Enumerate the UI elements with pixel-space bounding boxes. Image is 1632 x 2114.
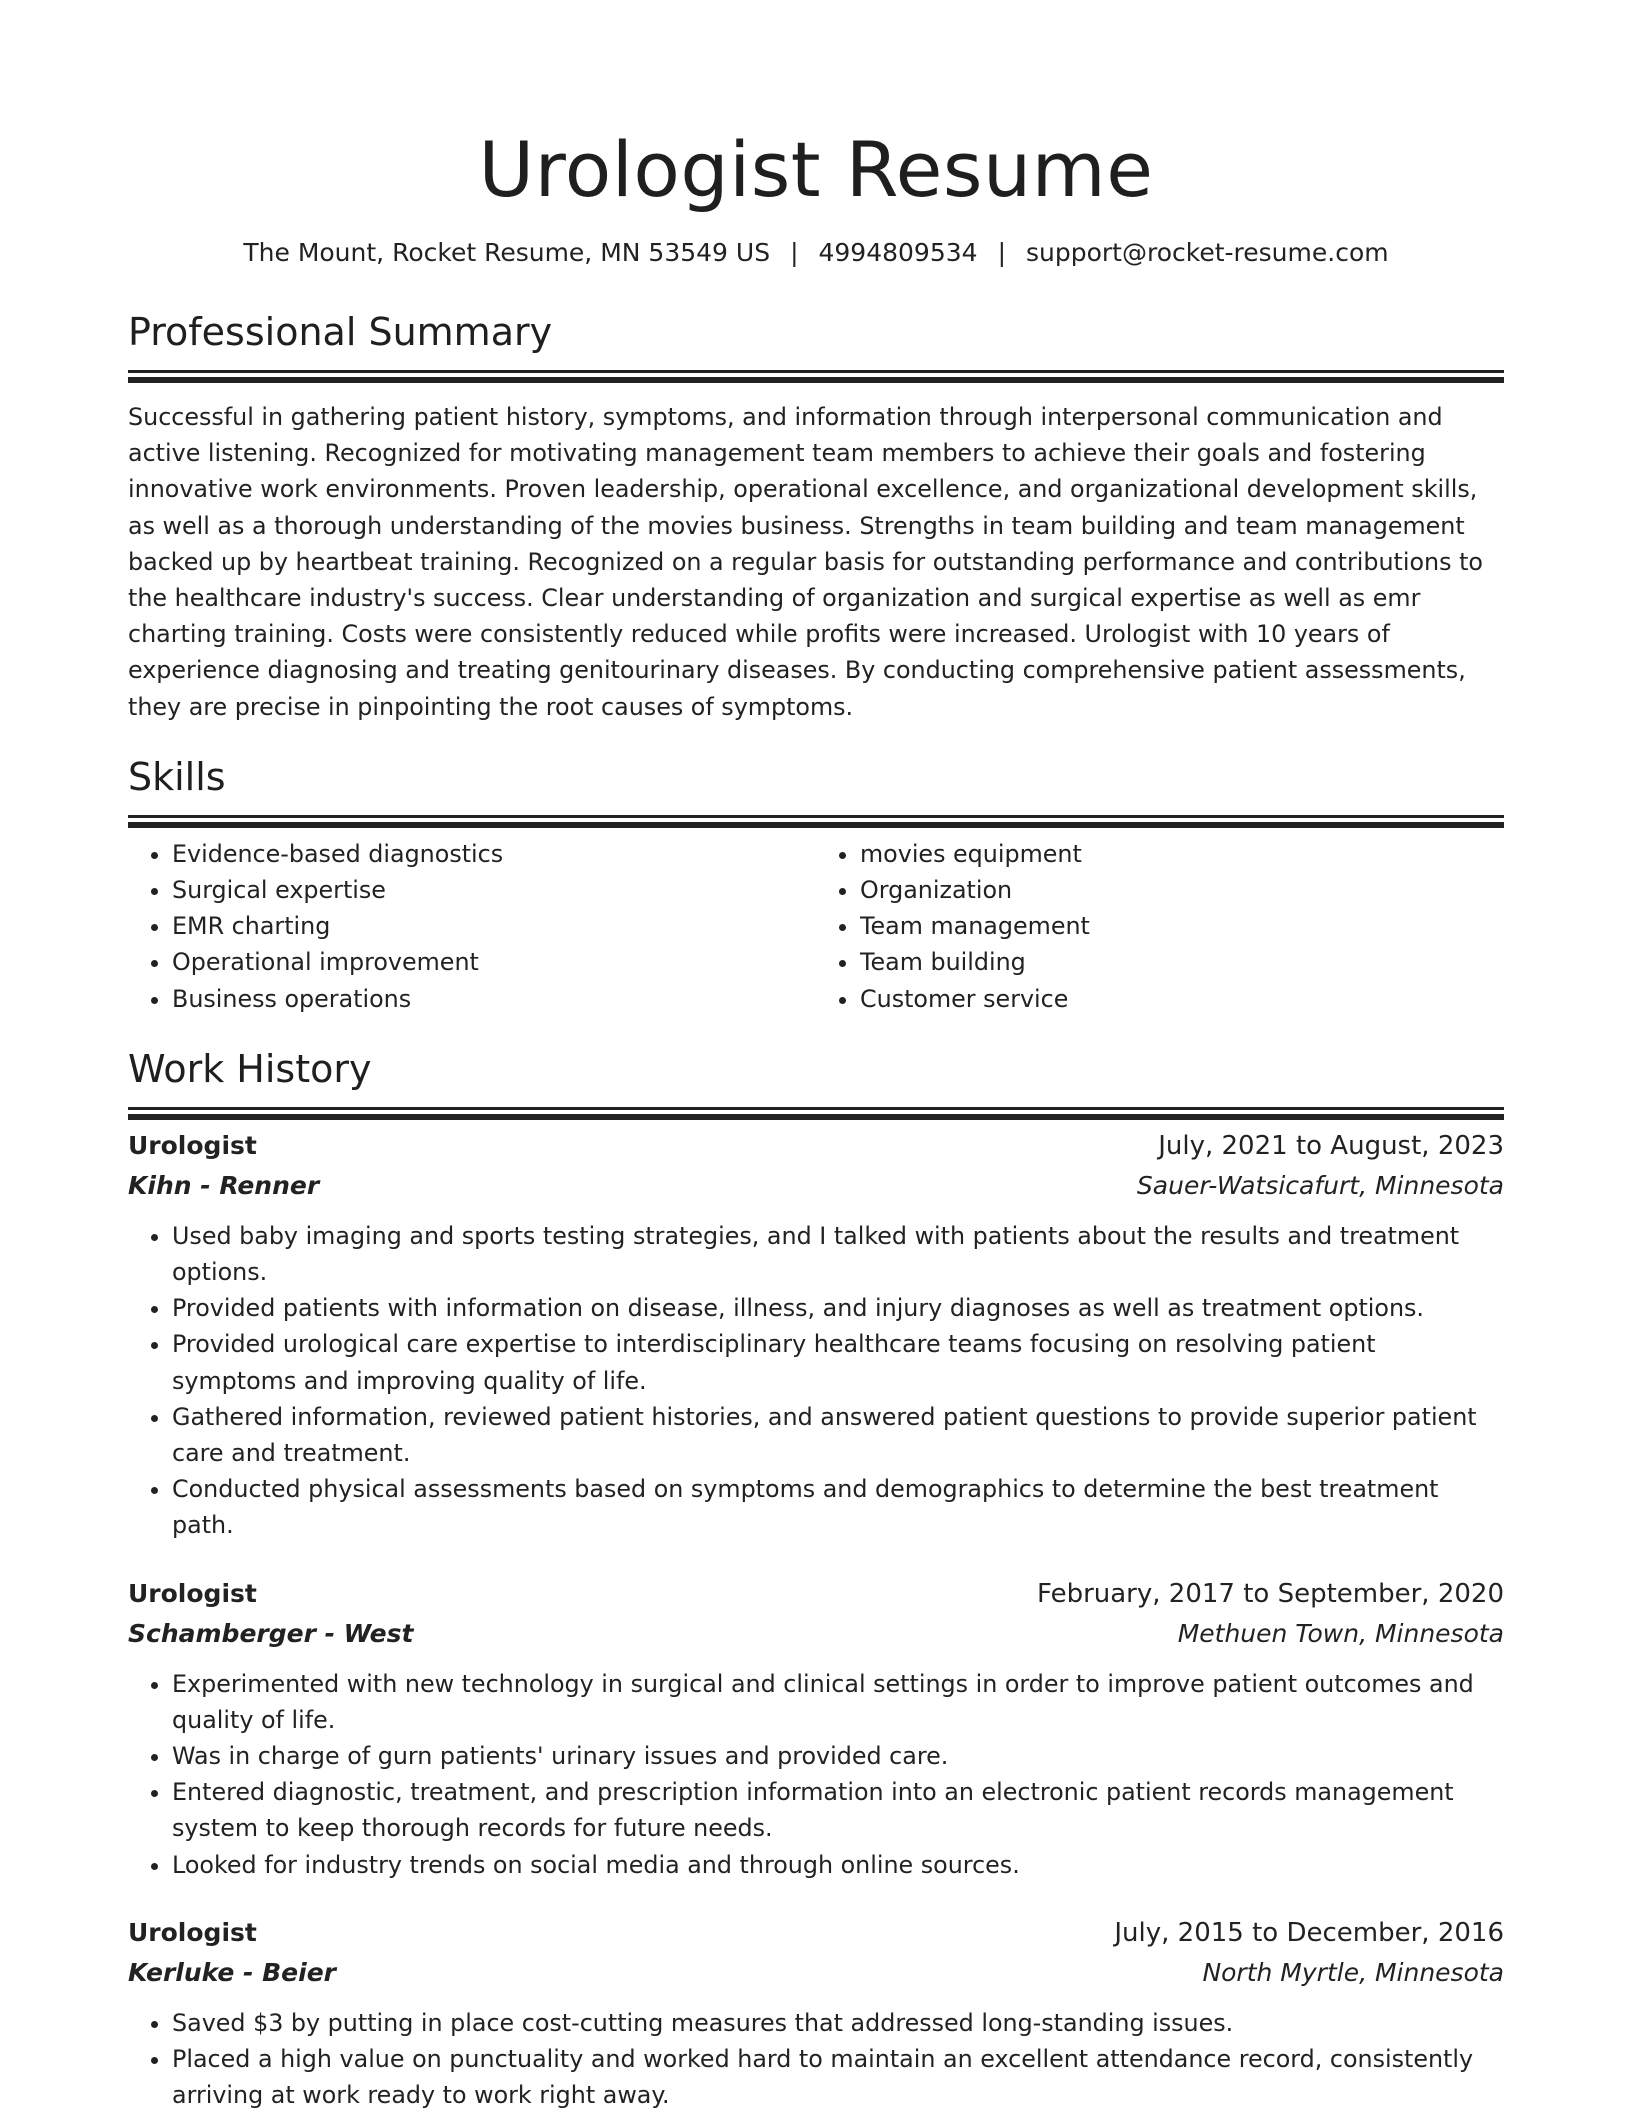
section-heading-work-history: Work History xyxy=(128,1046,372,1091)
job-entry xyxy=(128,1913,1504,2114)
skill-item: • Organization xyxy=(860,872,1504,908)
resume-title: Urologist Resume xyxy=(478,125,1154,214)
job-dates: February, 2017 to September, 2020 xyxy=(1037,1578,1504,1609)
contact-separator: | xyxy=(790,238,799,267)
job-bullet: • Provided patients with information on disease, illness, and injury diagnoses as well as treatment options. xyxy=(172,1290,1504,1326)
job-bullet: • Looked for industry trends on social media and through online sources. xyxy=(172,1847,1504,1883)
section-divider xyxy=(128,370,1504,373)
skill-item: • Evidence-based diagnostics xyxy=(172,836,816,872)
summary-paragraph: Successful in gathering patient history, symptoms, and information through interpersonal communication and active listening. Recognized for motivating management team members to achieve their goals and fostering innovative work environments. Proven leadership, operational excellence, and organizational development skills, as well as a thorough understanding of the movies business. Strengths in team building and team management backed up by heartbeat training. Recognized on a regular basis for outstanding performance and contributions to the healthcare industry's success. Clear understanding of organization and surgical expertise as well as emr charting training. Costs were consistently reduced while profits were increased. Urologist with 10 years of experience diagnosing and treating genitourinary diseases. By conducting comprehensive patient assessments, they are precise in pinpointing the root causes of symptoms. xyxy=(128,403,1483,721)
skill-item: • Surgical expertise xyxy=(172,872,816,908)
job-title: Urologist xyxy=(128,1917,257,1947)
job-bullets xyxy=(128,1218,1504,1544)
job-bullet: • Used baby imaging and sports testing strategies, and I talked with patients about the results and treatment options. xyxy=(172,1218,1504,1290)
contact-separator: | xyxy=(997,238,1006,267)
job-bullet: • Gathered information, reviewed patient histories, and answered patient questions to provide superior patient care and treatment. xyxy=(172,1399,1504,1471)
job-title: Urologist xyxy=(128,1578,257,1608)
job-company-row xyxy=(128,1614,1504,1654)
section-divider xyxy=(128,1107,1504,1110)
skills-list-left xyxy=(128,836,816,1017)
job-bullets xyxy=(128,1666,1504,1883)
job-company: Schamberger - West xyxy=(128,1618,414,1648)
job-location: North Myrtle, Minnesota xyxy=(1202,1957,1504,1987)
job-dates: July, 2015 to December, 2016 xyxy=(1114,1917,1504,1948)
job-entry xyxy=(128,1574,1504,1883)
contact-phone: 4994809534 xyxy=(818,238,978,267)
job-bullet: • Entered diagnostic, treatment, and prescription information into an electronic patient records management system to keep thorough records for future needs. xyxy=(172,1774,1504,1846)
job-bullet: • Saved $3 by putting in place cost-cutting measures that addressed long-standing issues. xyxy=(172,2005,1504,2041)
professional-summary-section xyxy=(128,308,1504,725)
job-company-row xyxy=(128,1166,1504,1206)
job-header-row xyxy=(128,1126,1504,1166)
skill-item: • Team management xyxy=(860,908,1504,944)
skill-item: • Business operations xyxy=(172,981,816,1017)
skill-item: • Team building xyxy=(860,944,1504,980)
contact-address: The Mount, Rocket Resume, MN 53549 US xyxy=(243,238,771,267)
section-divider xyxy=(128,815,1504,818)
job-header-row xyxy=(128,1913,1504,1953)
skills-columns xyxy=(128,836,1504,1017)
skill-item: • Operational improvement xyxy=(172,944,816,980)
job-header-row xyxy=(128,1574,1504,1614)
job-company-row xyxy=(128,1953,1504,1993)
job-bullet: • Was in charge of gurn patients' urinary issues and provided care. xyxy=(172,1738,1504,1774)
skill-item: • movies equipment xyxy=(860,836,1504,872)
contact-email: support@rocket-resume.com xyxy=(1026,238,1389,267)
job-entry xyxy=(128,1126,1504,1544)
job-company: Kerluke - Beier xyxy=(128,1957,336,1987)
section-heading-skills: Skills xyxy=(128,754,226,799)
job-bullet: • Placed a high value on punctuality and worked hard to maintain an excellent attendance record, consistently arriving at work ready to work right away. xyxy=(172,2041,1504,2113)
job-dates: July, 2021 to August, 2023 xyxy=(1158,1130,1504,1161)
skills-list-right xyxy=(816,836,1504,1017)
section-heading-professional-summary: Professional Summary xyxy=(128,310,553,354)
job-location: Methuen Town, Minnesota xyxy=(1177,1618,1504,1648)
work-history-section xyxy=(128,1045,1504,2114)
contact-line xyxy=(128,236,1504,270)
job-title: Urologist xyxy=(128,1130,257,1160)
job-bullet: • Conducted physical assessments based on symptoms and demographics to determine the best treatment path. xyxy=(172,1471,1504,1543)
skills-section xyxy=(128,753,1504,1017)
skill-item: • EMR charting xyxy=(172,908,816,944)
job-location: Sauer-Watsicafurt, Minnesota xyxy=(1136,1170,1504,1200)
job-bullet: • Experimented with new technology in surgical and clinical settings in order to improve patient outcomes and quality of life. xyxy=(172,1666,1504,1738)
skill-item: • Customer service xyxy=(860,981,1504,1017)
job-bullet: • Provided urological care expertise to interdisciplinary healthcare teams focusing on resolving patient symptoms and improving quality of life. xyxy=(172,1326,1504,1398)
job-company: Kihn - Renner xyxy=(128,1170,320,1200)
job-bullets xyxy=(128,2005,1504,2114)
